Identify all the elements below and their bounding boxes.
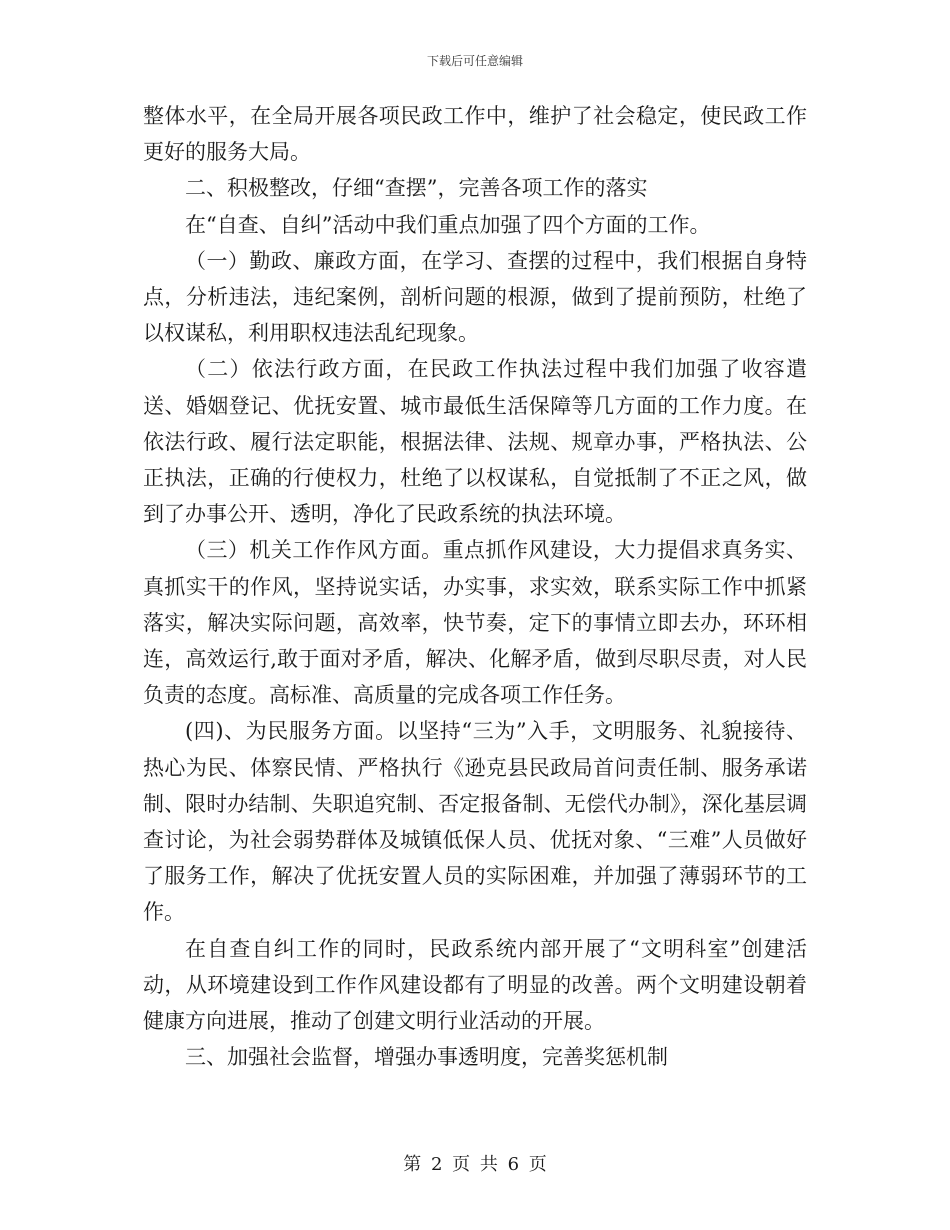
page-header-note: 下载后可任意编辑 xyxy=(426,54,523,68)
document-body xyxy=(143,98,807,1075)
paragraph-civilization: 在自查自纠工作的同时，民政系统内部开展了“文明科室”创建活动，从环境建设到工作作风建设都有了明显的改善。两个文明建设朝着健康方向进展，推动了创建文明行业活动的开展。 xyxy=(143,936,807,1034)
paragraph-item-2: （二）依法行政方面，在民政工作执法过程中我们加强了收容遣送、婚姻登记、优抚安置、城市最低生活保障等几方面的工作力度。在依法行政、履行法定职能，根据法律、法规、规章办事，严格执法、公正执法，正确的行使权力，杜绝了以权谋私，自觉抵制了不正之风，做到了办事公开、透明，净化了民政系统的执法环境。 xyxy=(143,357,807,527)
paragraph-intro: 在“自查、自纠”活动中我们重点加强了四个方面的工作。 xyxy=(185,212,711,237)
paragraph-item-4: (四)、为民服务方面。以坚持“三为”入手，文明服务、礼貌接待、热心为民、体察民情、严格执行《逊克县民政局首问责任制、服务承诺制、限时办结制、失职追究制、否定报备制、无偿代办制》，深化基层调查讨论，为社会弱势群体及城镇低保人员、优抚对象、“三难”人员做好了服务工作，解决了优抚安置人员的实际困难，并加强了薄弱环节的工作。 xyxy=(143,719,807,925)
page-number: 第 2 页 共 6 页 xyxy=(403,1154,547,1175)
paragraph-item-3: （三）机关工作作风方面。重点抓作风建设，大力提倡求真务实、真抓实干的作风，坚持说实话，办实事，求实效，联系实际工作中抓紧落实，解决实际问题，高效率，快节奏，定下的事情立即去办，环环相连，高效运行,敢于面对矛盾，解决、化解矛盾，做到尽职尽责，对人民负责的态度。高标准、高质量的完成各项工作任务。 xyxy=(143,538,807,708)
section-heading-2: 二、积极整改，仔细“查摆”，完善各项工作的落实 xyxy=(185,176,648,201)
paragraph-item-1: （一）勤政、廉政方面，在学习、查摆的过程中，我们根据自身特点，分析违法，违纪案例，剖析问题的根源，做到了提前预防，杜绝了以权谋私，利用职权违法乱纪现象。 xyxy=(143,248,807,346)
paragraph-1: 整体水平，在全局开展各项民政工作中，维护了社会稳定，使民政工作更好的服务大局。 xyxy=(143,104,807,165)
section-heading-3: 三、加强社会监督，增强办事透明度，完善奖惩机制 xyxy=(185,1045,668,1070)
